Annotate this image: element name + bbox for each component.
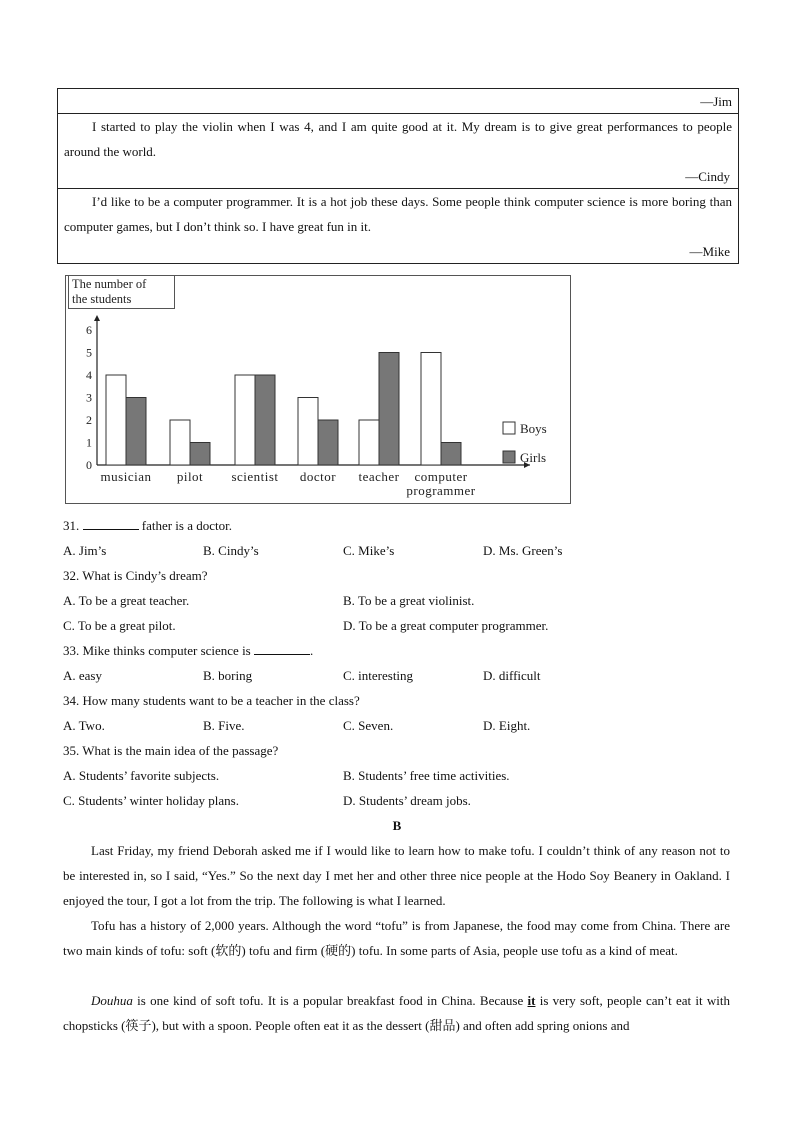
bar-girls-scientist [255,375,275,465]
q35-option-b[interactable]: B. Students’ free time activities. [343,768,510,783]
douhua-term: Douhua [91,993,133,1008]
bar-girls-pilot [190,443,210,466]
x-tick-label-programmer: programmer [406,483,476,498]
underlined-it: it [527,993,536,1008]
cindy-letter [58,114,738,189]
q31-option-a[interactable]: A. Jim’s [63,543,107,558]
bar-girls-teacher [379,353,399,466]
bar-girls-musician [126,398,146,466]
legend-label-girls: Girls [520,450,546,465]
q31-option-c[interactable]: C. Mike’s [343,543,395,558]
bar-boys-musician [106,375,126,465]
bar-boys-teacher [359,420,379,465]
q32-option-a[interactable]: A. To be a great teacher. [63,593,190,608]
x-tick-label-teacher: teacher [358,469,400,484]
bar-girls-computer-programmer [441,443,461,466]
q34-option-d[interactable]: D. Eight. [483,718,531,733]
q32-option-b[interactable]: B. To be a great violinist. [343,593,475,608]
mike-letter [58,189,738,264]
section-b-paragraph-3: Douhua is one kind of soft tofu. It is a popular breakfast food in China. Because it is very soft, people can’t eat it with chopsticks (筷子), but with a spoon. People often eat it as the dessert (甜品) and often add spring onions and [63,993,731,1033]
question-32: 32. What is Cindy’s dream? [63,568,208,583]
question-35: 35. What is the main idea of the passage? [63,743,279,758]
q32-option-c[interactable]: C. To be a great pilot. [63,618,176,633]
question-33: 33. Mike thinks computer science is . [63,638,733,663]
q35-option-d[interactable]: D. Students’ dream jobs. [343,793,471,808]
q33-option-c[interactable]: C. interesting [343,668,414,683]
mike-signature: —Mike [689,244,730,259]
q34-option-c[interactable]: C. Seven. [343,718,394,733]
y-tick-label-2: 2 [86,413,92,427]
q35-option-c[interactable]: C. Students’ winter holiday plans. [63,793,239,808]
letters-box [57,88,739,264]
q34-option-a[interactable]: A. Two. [63,718,105,733]
legend-swatch-boys [503,422,515,434]
x-tick-label-computer: computer [414,469,468,484]
x-tick-label-musician: musician [100,469,152,484]
q31-option-d[interactable]: D. Ms. Green’s [483,543,563,558]
y-tick-label-4: 4 [86,368,92,382]
y-tick-label-1: 1 [86,435,92,450]
q31-option-b[interactable]: B. Cindy’s [203,543,259,558]
answer-blank[interactable] [83,515,139,530]
y-tick-label-0: 0 [86,458,92,472]
bar-boys-pilot [170,420,190,465]
cindy-signature: —Cindy [685,169,730,184]
mike-text: I’d like to be a computer programmer. It is a hot job these days. Some people think computer science is more boring than computer games, but I don’t think so. I have great fun in it. [64,194,732,234]
legend-label-boys: Boys [520,421,547,436]
section-b-heading: B [392,818,402,833]
chart-ylabel-line-1: The number of [72,277,147,291]
cindy-text: I started to play the violin when I was 4, and I am quite good at it. My dream is to give great performances to people around the world. [64,119,732,159]
y-tick-label-3: 3 [86,390,92,405]
x-tick-label-scientist: scientist [231,469,279,484]
answer-blank[interactable] [254,640,310,655]
legend-swatch-girls [503,451,515,463]
question-34: 34. How many students want to be a teacher in the class? [63,693,360,708]
y-tick-label-5: 5 [86,345,92,360]
x-tick-label-doctor: doctor [299,469,337,484]
question-31: 31. father is a doctor. [63,513,733,538]
section-b-paragraph-1: Last Friday, my friend Deborah asked me if I would like to learn how to make tofu. I couldn’t think of any reason not to be interested in, so I said, “Yes.” So the next day I met her and other three nice people at the Hodo Soy Beanery in Oakland. I enjoyed the tour, I got a lot from the trip. The following is what I learned. [63,843,730,908]
q34-option-b[interactable]: B. Five. [203,718,245,733]
q35-option-a[interactable]: A. Students’ favorite subjects. [63,768,220,783]
chart-ylabel-line-2: the students [72,292,132,306]
bar-boys-scientist [235,375,255,465]
q32-option-d[interactable]: D. To be a great computer programmer. [343,618,549,633]
q33-option-a[interactable]: A. easy [63,668,102,683]
q33-option-b[interactable]: B. boring [203,668,253,683]
bar-boys-doctor [298,398,318,466]
dream-jobs-bar-chart [65,275,572,505]
bar-boys-computer-programmer [421,353,441,466]
x-tick-label-pilot: pilot [176,469,204,484]
q33-option-d[interactable]: D. difficult [483,668,541,683]
y-tick-label-6: 6 [86,323,92,337]
jim-signature: —Jim [58,89,738,114]
bar-girls-doctor [318,420,338,465]
section-b-paragraph-2: Tofu has a history of 2,000 years. Although the word “tofu” is from Japanese, the food may come from China. There are two main kinds of tofu: soft (软的) tofu and firm (硬的) tofu. In some parts of Asia, people use tofu as a kind of meat. [63,918,730,958]
